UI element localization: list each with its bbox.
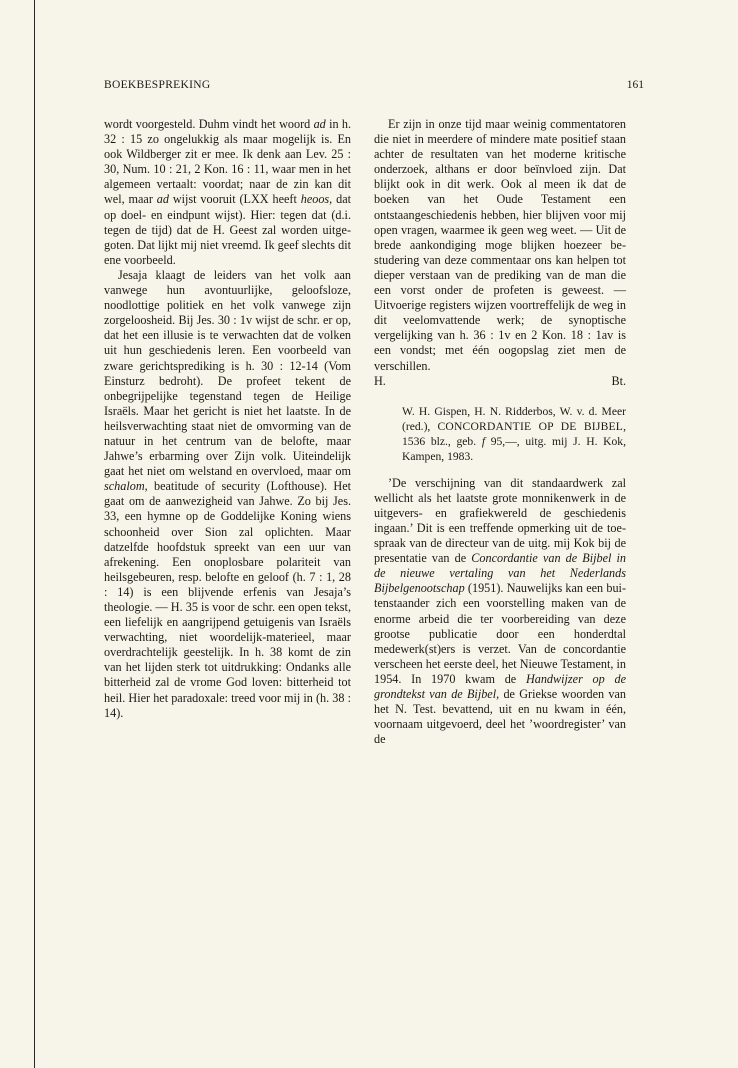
review-paragraph: Er zijn in onze tijd maar weinig commentatoren die niet in meerdere of mindere mate positief staan achter de resultaten van het moderne kritische onderzoek, althans er door beïnvloed zijn. Dat blijkt ook in dit werk. Ook al meen ik dat de boeken van het Oude Testament een ontstaangeschiedenis hebben, hier blijven voor mij open vragen, waarmee ik geen weg weet. — Uit de brede aankondiging moge blijken hoezeer bestudering van deze commentaar ons kan helpen tot dieper verstaan van de prediking van de man die een vorst onder de profeten is geweest. — Uitvoerige registers wijzen voortreffelijk de weg in dit veelomvattende werk; de synoptische vergelijking van h. 36 : 1v en 2 Kon. 18 : 1av is een vondst; met één oogopslag ziet men de verschillen. [374, 117, 626, 373]
text-run: (1951). Nauwelijks kan een buitenstaander zich een voorstelling maken van de enorme arbeid die ter voorbereiding van deze grootse publicatie door een honderdtal medewerk(st)ers is verzet. Van de concordantie verscheen het eerste deel, het Nieuwe Testament, in 1954. In 1970 kwam de [374, 581, 626, 686]
book-title: CONCORDANTIE OP DE BIJBEL [437, 419, 624, 433]
text-run: in h. 32 : 15 zo ongelukkig als maar mogelijk is. En ook Wildberger zit er mee. Ik denk aan Lev. 25 : 30, Num. 10 : 21, 2 Kon. 16 : 11, waar men in het algemeen vertaalt: voordat; naar de zin kan dit wel, maar [104, 117, 351, 207]
review-paragraph [374, 476, 626, 748]
italic-run: f [481, 434, 486, 448]
review-paragraph [104, 117, 351, 268]
text-run: wijst vooruit (LXX heeft [168, 192, 301, 207]
text-run: ’De verschijning van dit standaardwerk zal wellicht als het laatste grote monnikenwerk in de uitgevers- en grafiekwereld de geschiedenis ingaan.’ Dit is een treffende opmerking uit de toespraak van de directeur van de uitg. mij Kok bij de presentatie van de [374, 475, 626, 566]
text-run: beatitude of security (Lofthouse). Het gaat om de aanwezigheid van Jahwe. Zo bij Jes. 33, een hymne op de Goddelijke Koning wiens schoonheid over Sion zal oplichten. Maar datzelfde hoofdstuk spreekt van een uur van afrekening. Een onoplosbare polariteit van heilsgebeuren, resp. belofte en geloof (h. 7 : 1, 28 : 14) is een blijvende erfenis van Jesaja’s theologie. — H. 35 is voor de schr. een open tekst, een liefelijk en aangrijpend getuigenis van Israëls verwachting, niet woordelijk-materieel, maar overdrachtelijk geestelijk. In h. 38 komt de zin van het lijden sterk tot uitdrukking: Ondanks alle bitterheid zal de vrome God loven: bitterheid tot heil. Hier het paradoxale: treed voor mij in (h. 38 : 14). [104, 479, 351, 720]
left-column [104, 117, 351, 721]
italic-run: Concordantie van de Bijbel in de nieuwe vertaling van het Nederlands Bijbelgenootschap [374, 551, 626, 596]
text-run: 95,—, uitg. mij J. H. Kok, Kampen, 1983. [402, 434, 626, 463]
book-citation [402, 404, 626, 464]
page-number: 161 [626, 79, 644, 91]
review-paragraph [104, 268, 351, 721]
reviewer-signature [374, 374, 626, 389]
scan-edge-line [34, 0, 35, 1068]
signature-initials: Bt. [611, 373, 626, 388]
italic-run: schalom, [104, 479, 148, 494]
italic-run: ad [156, 192, 169, 207]
text-run: Jesaja klaagt de leiders van het volk aan vanwege hun avontuurlijke, geloofsloze, noodlottige politiek en het volk vanwege zijn zorgeloosheid. Bij Jes. 30 : 1v wijst de schr. er op, dat het een illusie is te verwachten dat de volken uit hun geschiedenis leren. Een voorbeeld van zware gerichtsprediking is h. 30 : 12-14 (Vom Einsturz bedroht). De profeet tekent de onbegrijpelijke tegenstand tegen de Heilige Israëls. Maar het gericht is niet het laatste. In de heilsverwachting staat niet de omvorming van de natuur in het centrum van de belofte, maar Jahwe’s erbarming over Zijn volk. Uiteindelijk gaat het niet om welstand en overvloed, maar om [104, 267, 351, 479]
signature-initial: H. [374, 373, 386, 388]
text-run: dat op doel- en eindpunt wijst). Hier: tegen dat (d.i. tegen de tijd) dat de H. Geest zal worden uitgegoten. Dat lijkt mij niet vreemd. Ik geef slechts dit ene voorbeeld. [104, 192, 351, 267]
text-run: , 1536 blz., geb. [402, 419, 626, 448]
italic-run: ad [313, 117, 326, 131]
page-header [104, 79, 644, 99]
text-run: W. H. Gispen, H. N. Ridderbos, W. v. d. Meer (red.), [402, 404, 626, 433]
italic-run: heoos, [300, 192, 333, 207]
running-head: BOEKBESPREKING [104, 79, 211, 91]
text-run: wordt voorgesteld. Duhm vindt het woord [104, 117, 314, 131]
italic-run: Handwijzer op de grondtekst van de Bijbel, [374, 671, 626, 701]
right-column [374, 117, 626, 747]
text-run: de Griekse woorden van het N. Test. bevattend, uit en nu kwam in één, voornaam uitgevoerd, deel het ’woordregister’ van de [374, 687, 626, 747]
